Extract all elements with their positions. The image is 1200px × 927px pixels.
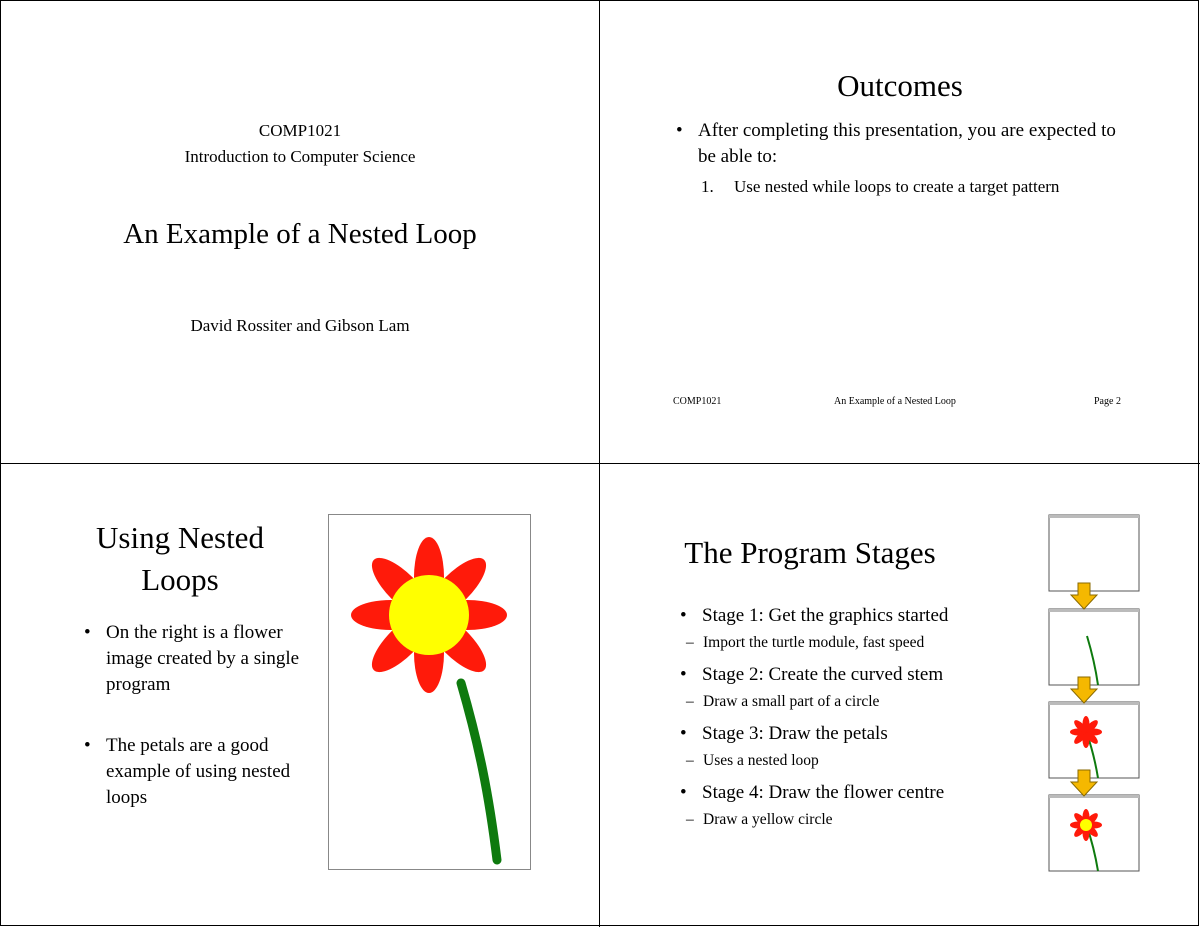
stage-item [680, 722, 1020, 772]
bullet-icon: • [84, 735, 91, 756]
stage-heading: Stage 1: Get the graphics started [702, 605, 949, 626]
dash-icon: – [686, 811, 694, 828]
slide-title: The Program Stages [684, 535, 936, 570]
slide-1-title [0, 0, 600, 463]
outcome-bullet [676, 118, 1118, 170]
outcome-item [701, 175, 1094, 198]
footer-page: Page 2 [1094, 396, 1121, 407]
slide-title: Outcomes [837, 68, 963, 103]
presentation-title: An Example of a Nested Loop [123, 218, 477, 250]
bullet-icon: • [84, 622, 91, 643]
course-name: Introduction to Computer Science [184, 147, 416, 166]
bullet-item [84, 733, 306, 811]
slide-4-program-stages [600, 463, 1200, 926]
stage-4-thumbnail [1049, 795, 1139, 871]
bullet-icon: • [680, 782, 687, 803]
bullet-text: After completing this presentation, you are expected to be able to: [698, 120, 1116, 167]
stage-1-thumbnail [1049, 515, 1139, 591]
stage-thumbnails [1040, 511, 1150, 881]
stage-detail: Draw a small part of a circle [703, 693, 880, 710]
bullet-icon: • [680, 664, 687, 685]
dash-icon: – [686, 752, 694, 769]
bullet-text: The petals are a good example of using nested loops [106, 735, 291, 808]
stage-item [680, 781, 1020, 831]
flower-drawing [329, 515, 530, 869]
bullet-icon: • [676, 120, 683, 141]
slide-3-nested-loops [0, 463, 600, 926]
course-code: COMP1021 [258, 121, 342, 140]
stage-detail: Draw a yellow circle [703, 811, 833, 828]
course-heading [0, 118, 600, 170]
stage-heading: Stage 4: Draw the flower centre [702, 782, 945, 803]
flower-centre [389, 575, 469, 655]
dash-icon: – [686, 634, 694, 651]
dash-icon: – [686, 693, 694, 710]
bullet-text: On the right is a flower image created by a single program [106, 622, 300, 695]
stage-heading: Stage 2: Create the curved stem [702, 664, 944, 685]
slide-2-outcomes [600, 0, 1200, 463]
stage-item [680, 663, 1020, 713]
footer-course: COMP1021 [673, 396, 722, 407]
stage-detail: Import the turtle module, fast speed [703, 634, 925, 651]
flower-image [328, 514, 531, 870]
bullet-item [84, 620, 306, 698]
footer-title: An Example of a Nested Loop [834, 396, 956, 407]
stage-heading: Stage 3: Draw the petals [702, 723, 888, 744]
bullet-icon: • [680, 605, 687, 626]
stem [461, 683, 497, 860]
stage-3-thumbnail [1049, 702, 1139, 778]
stage-detail: Uses a nested loop [703, 752, 819, 769]
stage-2-thumbnail [1049, 609, 1139, 685]
item-text: Use nested while loops to create a target pattern [734, 177, 1060, 196]
authors: David Rossiter and Gibson Lam [190, 316, 410, 335]
item-number: 1. [701, 177, 714, 196]
bullet-icon: • [680, 723, 687, 744]
stage-item [680, 604, 1020, 654]
slide-title: Using Nested Loops [96, 520, 264, 597]
